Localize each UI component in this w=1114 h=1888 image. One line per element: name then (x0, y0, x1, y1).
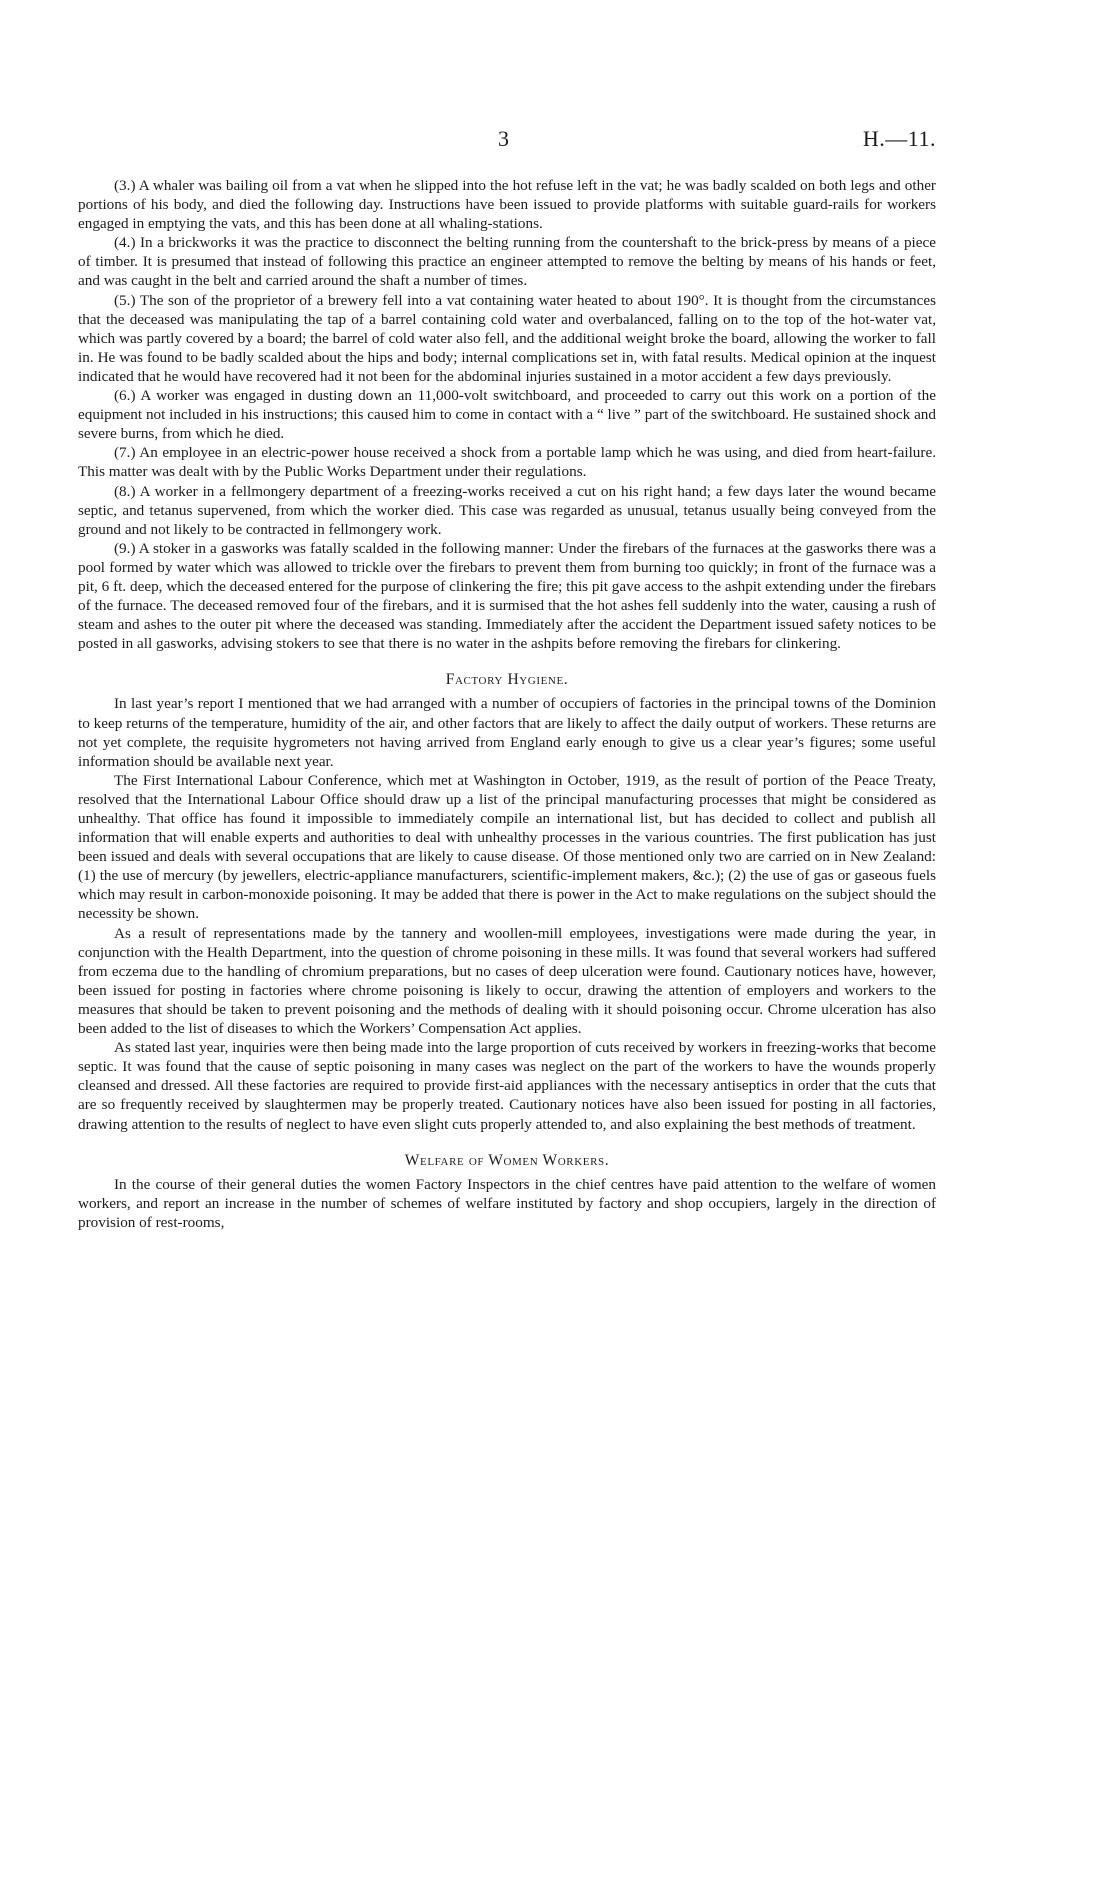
accident-paragraph: (6.) A worker was engaged in dusting down an 11,000-volt switchboard, and proceeded to carry out this work on a portion of the equipment not included in his instructions; this caused him to come in contact with a “ live ” part of the switchboard. He sustained shock and severe burns, from which he died. (78, 387, 936, 443)
hygiene-paragraph: As stated last year, inquiries were then being made into the large proportion of cuts received by workers in freezing-works that become septic. It was found that the cause of septic poisoning in many cases was neglect on the part of the workers to have the wounds properly cleansed and dressed. All these factories are required to provide first-aid appliances with the necessary antiseptics in order that the cuts that are so frequently received by slaughtermen may be properly treated. Cautionary notices have also been issued for posting in all factories, drawing attention to the results of neglect to have even slight cuts properly attended to, and also explaining the best methods of treatment. (78, 1039, 936, 1133)
hygiene-paragraph: In last year’s report I mentioned that we had arranged with a number of occupiers of factories in the principal towns of the Dominion to keep returns of the temperature, humidity of the air, and other factors that are likely to affect the daily output of workers. These returns are not yet complete, the requisite hygrometers not having arrived from England early enough to give us a clear year’s figures; some useful information should be available next year. (78, 695, 936, 770)
body-text (78, 176, 936, 1232)
accident-paragraph: (5.) The son of the proprietor of a brewery fell into a vat containing water heated to about 190°. It is thought from the circumstances that the deceased was manipulating the tap of a barrel containing cold water and overbalanced, falling on to the top of the hot-water vat, which was partly covered by a board; the barrel of cold water also fell, and the additional weight broke the board, allowing the worker to fall in. He was found to be badly scalded about the hips and body; internal complications set in, with fatal results. Medical opinion at the inquest indicated that he would have recovered had it not been for the abdominal injuries sustained in a motor accident a few days previously. (78, 291, 936, 385)
section-heading-welfare: Welfare of Women Workers. (404, 1151, 610, 1169)
hygiene-paragraph: As a result of representations made by the tannery and woollen-mill employees, investigations were made during the year, in conjunction with the Health Department, into the question of chrome poisoning in these mills. It was found that several workers had suffered from eczema due to the handling of chromium preparations, but no cases of deep ulceration were found. Cautionary notices have, however, been issued for posting in factories where chrome poisoning is likely to occur, drawing the attention of employers and workers to the measures that should be taken to prevent poisoning and the methods of dealing with it should poisoning occur. Chrome ulceration has also been added to the list of diseases to which the Workers’ Compensation Act applies. (78, 924, 936, 1038)
page-header (78, 126, 936, 156)
section-heading-factory-hygiene: Factory Hygiene. (445, 671, 569, 689)
accident-paragraph: (3.) A whaler was bailing oil from a vat when he slipped into the hot refuse left in the vat; he was badly scalded on both legs and other portions of his body, and died the following day. Instructions have been issued to provide platforms with suitable guard-rails for workers engaged in emptying the vats, and this has been done at all whaling-stations. (78, 177, 936, 233)
accident-paragraph: (4.) In a brickworks it was the practice to disconnect the belting running from the countershaft to the brick-press by means of a piece of timber. It is presumed that instead of following this practice an engineer attempted to remove the belting by means of his hands or feet, and was caught in the belt and carried around the shaft a number of times. (78, 234, 936, 290)
accident-paragraph: (9.) A stoker in a gasworks was fatally scalded in the following manner: Under the firebars of the furnaces at the gasworks there was a pool formed by water which was allowed to trickle over the firebars to prevent them from burning too quickly; in front of the furnace was a pit, 6 ft. deep, which the deceased entered for the purpose of clinkering the fire; this pit gave access to the ashpit extending under the firebars of the furnace. The deceased removed four of the firebars, and it is surmised that the hot ashes fell suddenly into the water, causing a rush of steam and ashes to the outer pit where the deceased was standing. Immediately after the accident the Department issued safety notices to be posted in all gasworks, advising stokers to see that there is no water in the ashpits before removing the firebars for clinkering. (78, 539, 936, 653)
hygiene-paragraph: The First International Labour Conference, which met at Washington in October, 1919, as the result of portion of the Peace Treaty, resolved that the International Labour Office should draw up a list of the principal manufacturing processes that might be considered as unhealthy. That office has found it impossible to immediately compile an international list, but has decided to collect and publish all information that will enable experts and authorities to deal with unhealthy processes in the various countries. The first publication has just been issued and deals with several occupations that are likely to cause disease. Of those mentioned only two are carried on in New Zealand: (1) the use of mercury (by jewellers, electric-appliance manufacturers, scientific-implement makers, &c.); (2) the use of gas or gaseous fuels which may result in carbon-monoxide poisoning. It may be added that there is power in the Act to make regulations on the subject should the necessity be shown. (78, 771, 936, 923)
accident-paragraph: (7.) An employee in an electric-power house received a shock from a portable lamp which he was using, and died from heart-failure. This matter was dealt with by the Public Works Department under their regulations. (78, 444, 936, 481)
page-number: 3 (498, 126, 509, 151)
welfare-paragraph: In the course of their general duties the women Factory Inspectors in the chief centres have paid attention to the welfare of women workers, and report an increase in the number of schemes of welfare instituted by factory and shop occupiers, largely in the direction of provision of rest-rooms, (78, 1175, 936, 1231)
document-code: H.—11. (862, 126, 936, 151)
accident-paragraph: (8.) A worker in a fellmongery department of a freezing-works received a cut on his right hand; a few days later the wound became septic, and tetanus supervened, from which the worker died. This case was regarded as unusual, tetanus usually being conveyed from the ground and not likely to be contracted in fellmongery work. (78, 482, 936, 538)
